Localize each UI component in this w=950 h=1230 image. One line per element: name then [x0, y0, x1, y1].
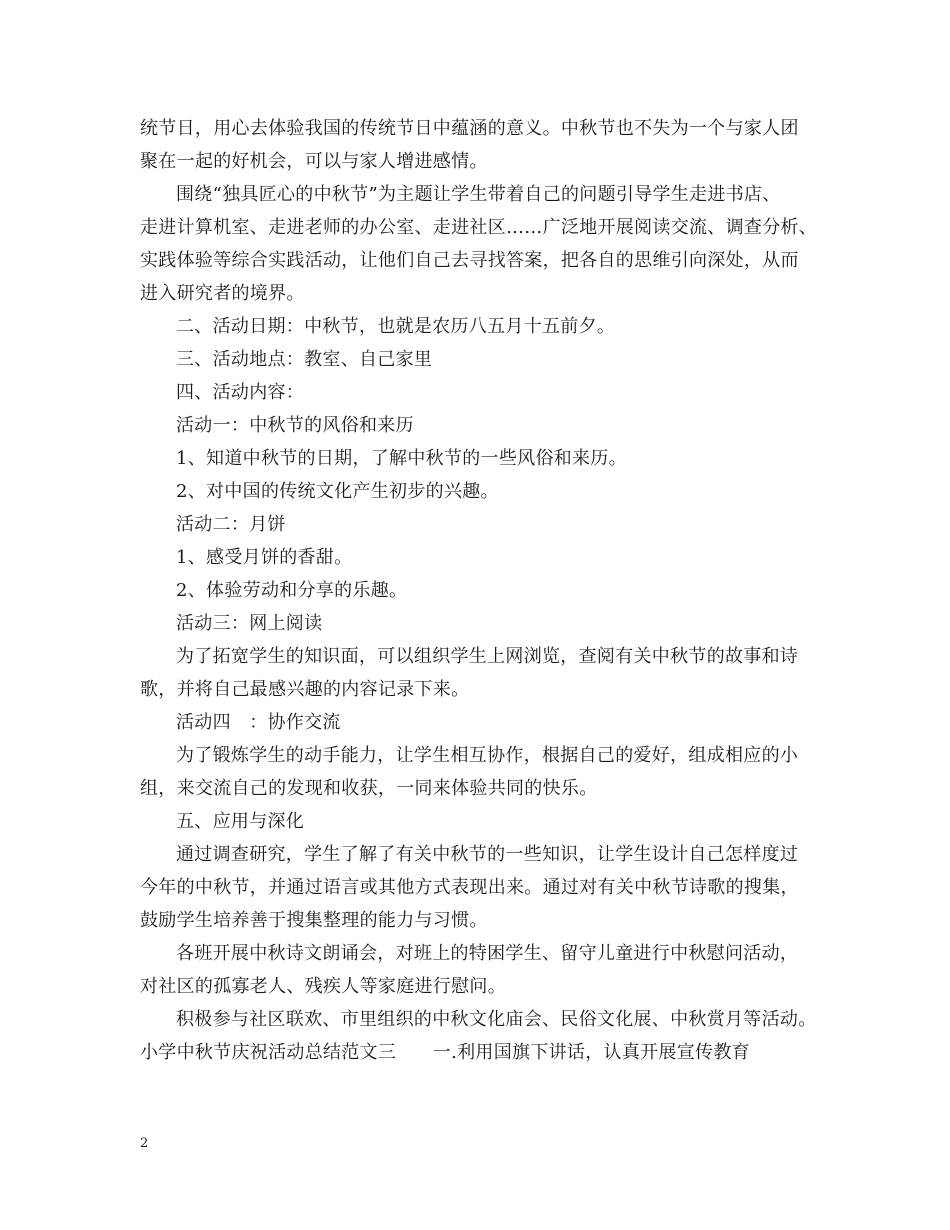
- text-line: 围绕“独具匠心的中秋节”为主题让学生带着自己的问题引导学生走进书店、: [176, 184, 781, 205]
- section-heading: 五、应用与深化: [176, 811, 305, 832]
- text-line: 歌，并将自己最感兴趣的内容记录下来。: [140, 679, 470, 700]
- text-line: 进入研究者的境界。: [140, 283, 305, 304]
- section-heading: 三、活动地点：教室、自己家里: [176, 349, 433, 370]
- list-item: 1、感受月饼的香甜。: [176, 547, 353, 568]
- text-line: 小学中秋节庆祝活动总结范文三 一.利用国旗下讲话，认真开展宣传教育: [140, 1042, 750, 1063]
- section-heading: 二、活动日期：中秋节，也就是农历八五月十五前夕。: [176, 316, 616, 337]
- page-number: 2: [140, 1136, 149, 1151]
- list-item: 2、对中国的传统文化产生初步的兴趣。: [176, 481, 499, 502]
- document-body: [140, 112, 840, 1069]
- text-line: 组，来交流自己的发现和收获，一同来体验共同的快乐。: [140, 778, 598, 799]
- text-line: 聚在一起的好机会，可以与家人增进感情。: [140, 151, 488, 172]
- text-line: 为了拓宽学生的知识面，可以组织学生上网浏览，查阅有关中秋节的故事和诗: [176, 646, 799, 667]
- text-line: 对社区的孤寡老人、残疾人等家庭进行慰问。: [140, 976, 506, 997]
- text-line: 走进计算机室、走进老师的办公室、走进社区……广泛地开展阅读交流、调查分析、: [140, 217, 818, 238]
- activity-heading: 活动一：中秋节的风俗和来历: [176, 415, 414, 436]
- text-line: 为了锻炼学生的动手能力，让学生相互协作，根据自己的爱好，组成相应的小: [176, 745, 799, 766]
- list-item: 2、体验劳动和分享的乐趣。: [176, 580, 408, 601]
- text-line: 通过调查研究，学生了解了有关中秋节的一些知识，让学生设计自己怎样度过: [176, 844, 799, 865]
- section-heading: 四、活动内容：: [176, 382, 305, 403]
- text-line: 鼓励学生培养善于搜集整理的能力与习惯。: [140, 910, 488, 931]
- activity-heading: 活动三：网上阅读: [176, 613, 323, 634]
- text-line: 统节日，用心去体验我国的传统节日中蕴涵的意义。中秋节也不失为一个与家人团: [140, 118, 799, 139]
- text-line: 各班开展中秋诗文朗诵会，对班上的特困学生、留守儿童进行中秋慰问活动，: [176, 943, 799, 964]
- activity-heading: 活动四 ：协作交流: [176, 712, 341, 733]
- text-line: 积极参与社区联欢、市里组织的中秋文化庙会、民俗文化展、中秋赏月等活动。: [176, 1009, 817, 1030]
- text-line: 今年的中秋节，并通过语言或其他方式表现出来。通过对有关中秋节诗歌的搜集，: [140, 877, 799, 898]
- text-line: 实践体验等综合实践活动，让他们自己去寻找答案，把各自的思维引向深处，从而: [140, 250, 799, 271]
- activity-heading: 活动二：月饼: [176, 514, 286, 535]
- list-item: 1、知道中秋节的日期，了解中秋节的一些风俗和来历。: [176, 448, 627, 469]
